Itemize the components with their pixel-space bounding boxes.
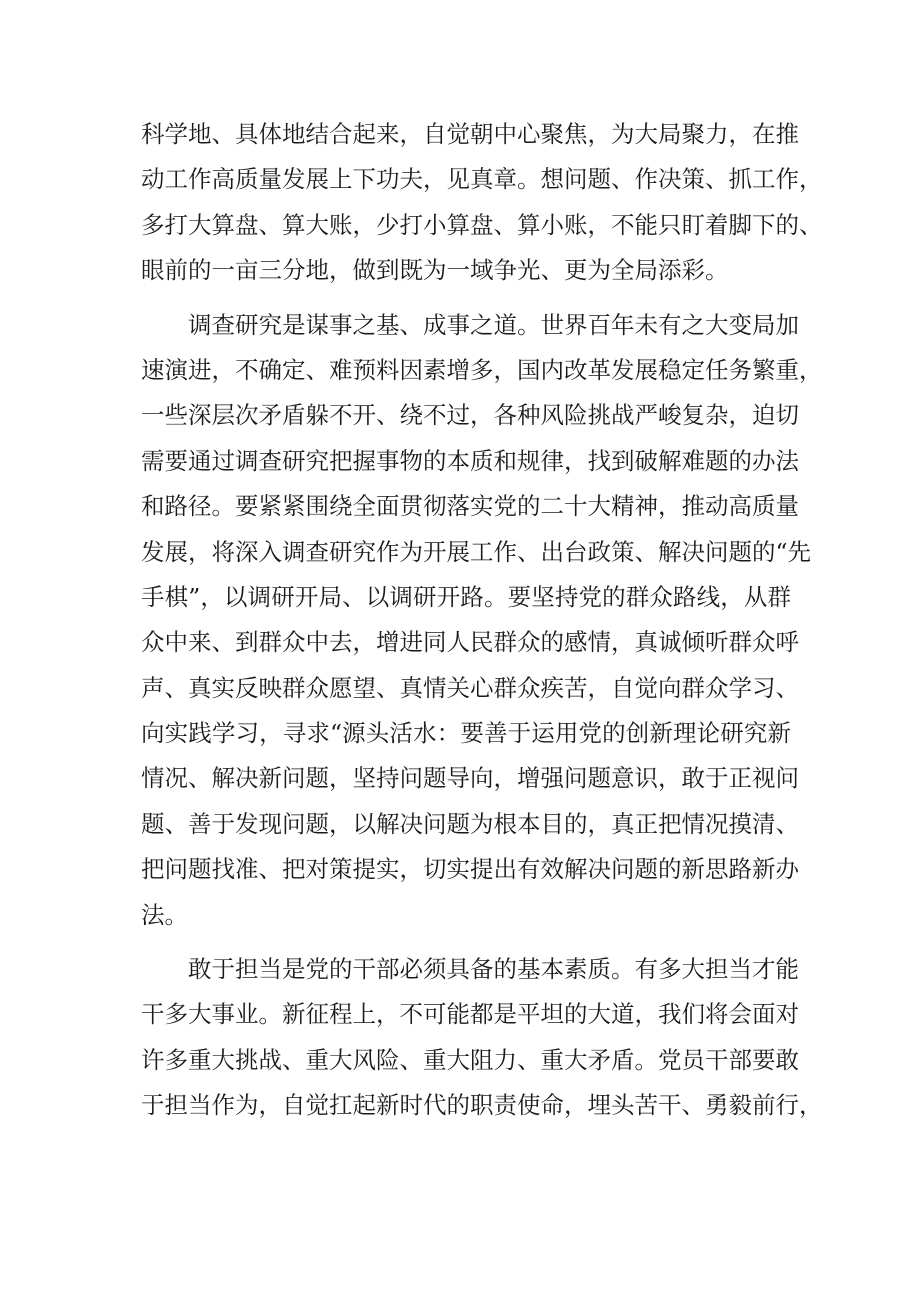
text-line: 动工作高质量发展上下功夫，见真章。想问题、作决策、抓工作，: [141, 165, 823, 194]
text-line: 题、善于发现问题，以解决问题为根本目的，真正把情况摸清、: [141, 809, 799, 838]
text-line: 向实践学习，寻求“源头活水：要善于运用党的创新理论研究新: [141, 719, 791, 748]
text-line: 众中来、到群众中去，增进同人民群众的感情，真诚倾听群众呼: [141, 628, 799, 657]
paragraph-2: [141, 303, 823, 938]
text-line: 一些深层次矛盾躲不开、绕不过，各种风险挑战严峻复杂，迫切: [141, 401, 799, 430]
paragraph-spacer: [141, 938, 791, 947]
paragraph-1: [141, 112, 823, 294]
text-line: 和路径。要紧紧围绕全面贯彻落实党的二十大精神，推动高质量: [141, 492, 799, 521]
text-line: 把问题找准、把对策提实，切实提出有效解决问题的新思路新办: [141, 855, 799, 884]
text-line: 于担当作为，自觉扛起新时代的职责使命，埋头苦干、勇毅前行，: [141, 1091, 823, 1120]
paragraph-spacer: [141, 294, 791, 303]
text-line: 调查研究是谋事之基、成事之道。世界百年未有之大变局加: [188, 310, 799, 339]
text-line: 干多大事业。新征程上，不可能都是平坦的大道，我们将会面对: [141, 1000, 799, 1029]
text-line: 多打大算盘、算大账，少打小算盘、算小账，不能只盯着脚下的、: [141, 210, 823, 239]
text-line: 手棋”，以调研开局、以调研开路。要坚持党的群众路线，从群: [141, 582, 791, 611]
text-line: 眼前的一亩三分地，做到既为一域争光、更为全局添彩。: [141, 256, 729, 285]
text-line: 情况、解决新问题，坚持问题导向，增强问题意识，敢于正视问: [141, 764, 799, 793]
paragraph-3: [141, 947, 823, 1129]
text-line: 声、真实反映群众愿望、真情关心群众疾苦，自觉向群众学习、: [141, 673, 799, 702]
text-line: 许多重大挑战、重大风险、重大阻力、重大矛盾。党员干部要敢: [141, 1045, 799, 1074]
text-line: 科学地、具体地结合起来，自觉朝中心聚焦，为大局聚力，在推: [141, 120, 799, 148]
text-line: 敢于担当是党的干部必须具备的基本素质。有多大担当才能: [188, 955, 799, 984]
document-body: [141, 112, 823, 1129]
text-line: 法。: [141, 900, 188, 929]
text-line: 发展，将深入调查研究作为开展工作、出台政策、解决问题的“先: [141, 537, 812, 566]
text-line: 速演进，不确定、难预料因素增多，国内改革发展稳定任务繁重，: [141, 355, 823, 384]
text-line: 需要通过调查研究把握事物的本质和规律，找到破解难题的办法: [141, 446, 799, 475]
